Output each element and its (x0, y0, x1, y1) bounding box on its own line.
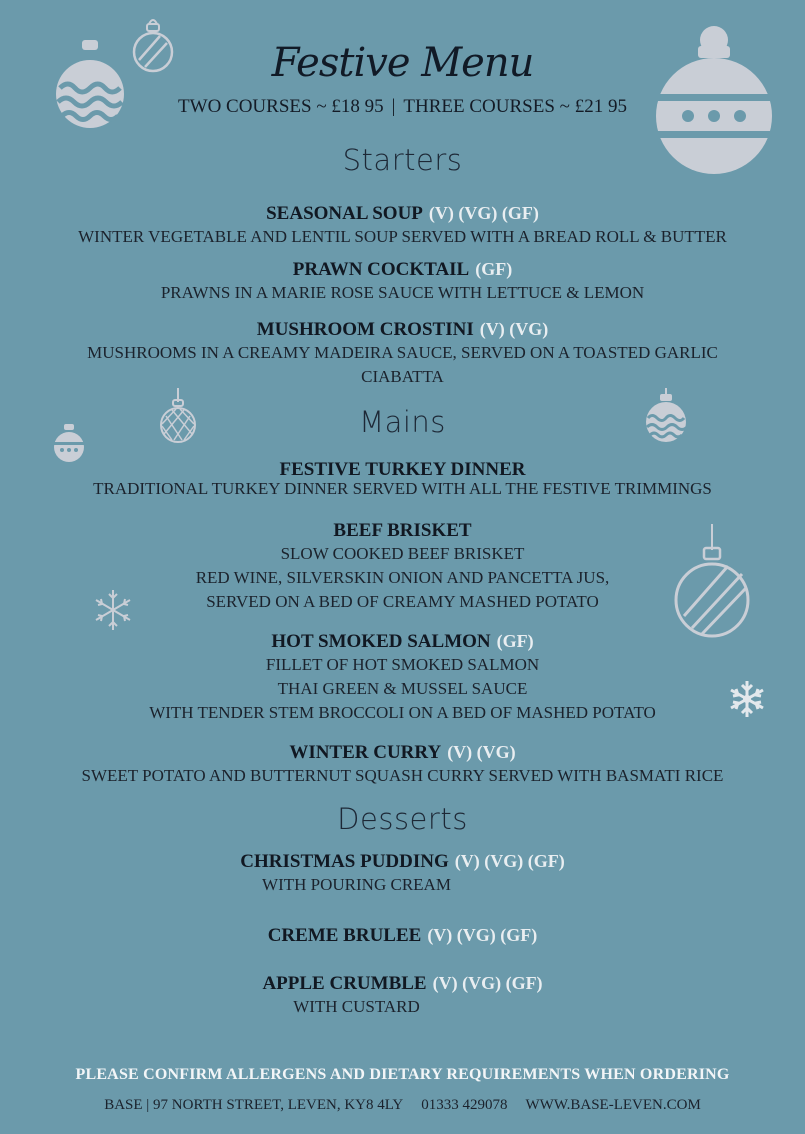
menu-title: Festive Menu (271, 40, 534, 86)
item-description: SERVED ON A BED OF CREAMY MASHED POTATO (206, 592, 599, 611)
dietary-tags: (V) (VG) (GF) (428, 203, 539, 223)
item-name: SEASONAL SOUP (266, 203, 423, 224)
dietary-tags: (V) (VG) (447, 742, 516, 762)
menu-item-hot-smoked-salmon (0, 631, 805, 725)
section-heading-mains: Mains (359, 405, 446, 439)
item-description: WITH POURING CREAM (262, 875, 451, 894)
item-name: CHRISTMAS PUDDING (240, 851, 449, 872)
item-description: RED WINE, SILVERSKIN ONION AND PANCETTA JUS, (195, 568, 610, 587)
allergen-notice: PLEASE CONFIRM ALLERGENS AND DIETARY REQUIREMENTS WHEN ORDERING (75, 1066, 730, 1083)
dietary-tags: (V) (VG) (479, 319, 549, 339)
menu-item-seasonal-soup (0, 203, 805, 249)
item-name: APPLE CRUMBLE (262, 973, 427, 994)
item-description: WINTER VEGETABLE AND LENTIL SOUP SERVED WITH A BREAD ROLL & BUTTER (78, 227, 727, 246)
item-description: WITH CUSTARD (293, 997, 420, 1016)
phone-number: 01333 429078 (421, 1097, 508, 1113)
item-name: CREME BRULEE (267, 925, 422, 946)
menu-item-beef-brisket (0, 520, 805, 614)
dietary-tags: (V) (VG) (GF) (427, 925, 538, 945)
menu-item-festive-turkey-dinner (0, 459, 805, 501)
course-prices (0, 96, 805, 118)
item-name: BEEF BRISKET (333, 520, 472, 541)
item-description: MUSHROOMS IN A CREAMY MADEIRA SAUCE, SERVED ON A TOASTED GARLIC (87, 343, 718, 362)
section-heading-starters: Starters (342, 143, 463, 177)
section-heading-desserts: Desserts (337, 802, 468, 836)
menu-item-apple-crumble (0, 973, 805, 1019)
website-link[interactable]: WWW.BASE-LEVEN.COM (525, 1097, 701, 1113)
item-description: SLOW COOKED BEEF BRISKET (280, 544, 525, 563)
item-name: HOT SMOKED SALMON (271, 631, 491, 652)
item-description: TRADITIONAL TURKEY DINNER SERVED WITH ALL THE FESTIVE TRIMMINGS (93, 479, 712, 498)
three-courses-price: THREE COURSES ~ £21 95 (403, 96, 627, 117)
dietary-tags: (GF) (496, 631, 534, 651)
menu-item-winter-curry (0, 742, 805, 788)
item-name: MUSHROOM CROSTINI (256, 319, 474, 340)
dietary-tags: (GF) (475, 259, 513, 279)
dietary-tags: (V) (VG) (GF) (432, 973, 543, 993)
two-courses-price: TWO COURSES ~ £18 95 (178, 96, 384, 117)
item-description: PRAWNS IN A MARIE ROSE SAUCE WITH LETTUCE & LEMON (160, 283, 645, 302)
price-separator: | (391, 96, 396, 117)
menu-item-mushroom-crostini (0, 319, 805, 389)
item-description: SWEET POTATO AND BUTTERNUT SQUASH CURRY SERVED WITH BASMATI RICE (81, 766, 724, 785)
address: BASE | 97 NORTH STREET, LEVEN, KY8 4LY (104, 1097, 404, 1113)
item-description: FILLET OF HOT SMOKED SALMON (265, 655, 540, 674)
menu-item-christmas-pudding (0, 851, 805, 897)
item-description: THAI GREEN & MUSSEL SAUCE (277, 679, 528, 698)
item-name: WINTER CURRY (289, 742, 442, 763)
dietary-tags: (V) (VG) (GF) (454, 851, 565, 871)
contact-line (0, 1097, 805, 1114)
menu-item-prawn-cocktail (0, 259, 805, 305)
item-name: FESTIVE TURKEY DINNER (279, 459, 526, 480)
item-description: CIABATTA (361, 367, 444, 386)
menu-item-creme-brulee (0, 925, 805, 947)
item-name: PRAWN COCKTAIL (292, 259, 470, 280)
item-description: WITH TENDER STEM BROCCOLI ON A BED OF MASHED POTATO (149, 703, 656, 722)
